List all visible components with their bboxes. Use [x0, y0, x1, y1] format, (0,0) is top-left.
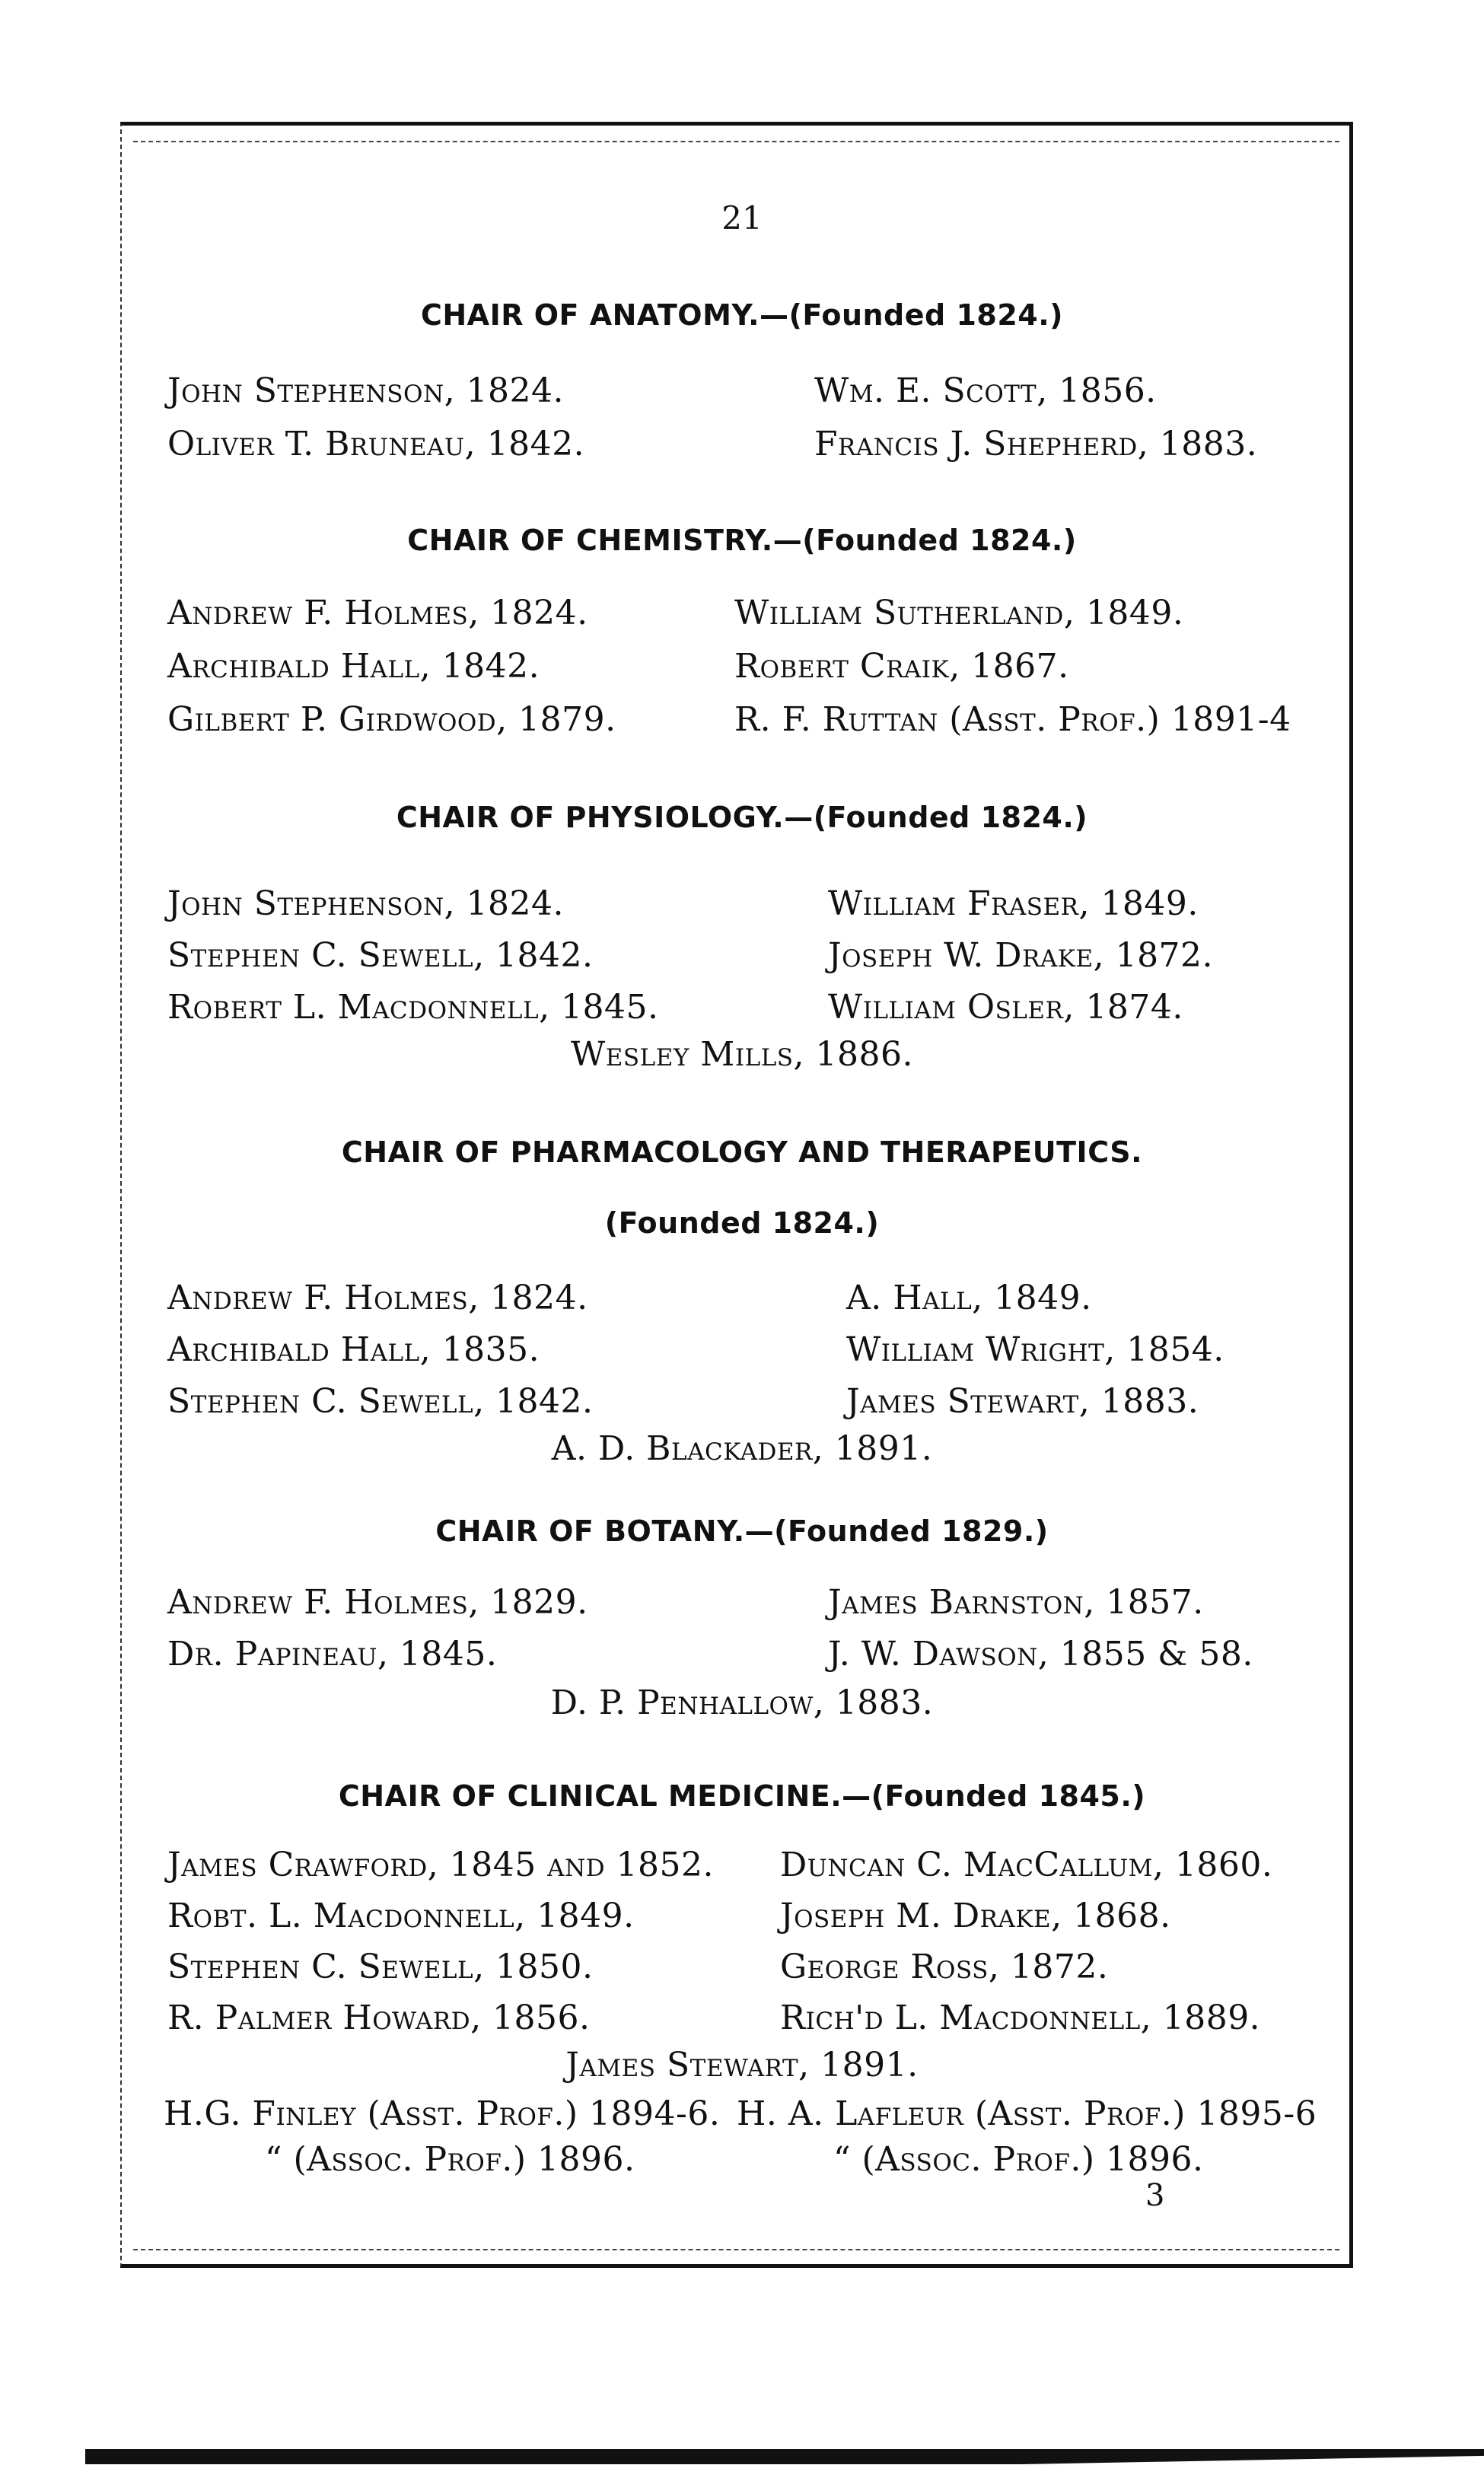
clinical-right-3: George Ross, 1872. — [780, 1948, 1109, 1986]
physiology-left-1: John Stephenson, 1824. — [167, 884, 565, 923]
clinical-left-3: Stephen C. Sewell, 1850. — [167, 1948, 594, 1986]
top-dashed-rule — [133, 141, 1339, 142]
pharmacology-right-2: William Wright, 1854. — [846, 1330, 1224, 1369]
clinical-right-1: Duncan C. MacCallum, 1860. — [780, 1846, 1273, 1884]
physiology-left-3: Robert L. Macdonnell, 1845. — [167, 988, 659, 1027]
botany-right-2: J. W. Dawson, 1855 & 58. — [828, 1635, 1253, 1674]
clinical-right-2: Joseph M. Drake, 1868. — [780, 1897, 1171, 1935]
pharmacology-center: A. D. Blackader, 1891. — [551, 1429, 933, 1468]
heading-botany: CHAIR OF BOTANY.—(Founded 1829.) — [435, 1514, 1049, 1548]
page-number: 21 — [721, 199, 763, 237]
chemistry-left-2: Archibald Hall, 1842. — [167, 647, 540, 686]
chemistry-left-1: Andrew F. Holmes, 1824. — [167, 594, 588, 632]
physiology-left-2: Stephen C. Sewell, 1842. — [167, 936, 594, 975]
clinical-left-1: James Crawford, 1845 and 1852. — [167, 1846, 714, 1884]
chemistry-right-1: William Sutherland, 1849. — [734, 594, 1184, 632]
clinical-extra-right-2: “ (Assoc. Prof.) 1896. — [833, 2140, 1204, 2179]
chemistry-right-2: Robert Craik, 1867. — [734, 647, 1069, 686]
anatomy-left-1: John Stephenson, 1824. — [167, 371, 565, 410]
bottom-dashed-rule — [133, 2249, 1339, 2250]
anatomy-left-2: Oliver T. Bruneau, 1842. — [167, 425, 585, 463]
botany-right-1: James Barnston, 1857. — [828, 1583, 1204, 1622]
pharmacology-right-1: A. Hall, 1849. — [846, 1279, 1092, 1317]
clinical-extra-left-1: H.G. Finley (Asst. Prof.) 1894-6. — [164, 2094, 721, 2133]
clinical-left-2: Robt. L. Macdonnell, 1849. — [167, 1897, 635, 1935]
anatomy-right-1: Wm. E. Scott, 1856. — [814, 371, 1157, 410]
clinical-right-4: Rich'd L. Macdonnell, 1889. — [780, 1998, 1261, 2037]
anatomy-right-2: Francis J. Shepherd, 1883. — [814, 425, 1258, 463]
clinical-extra-right-1: H. A. Lafleur (Asst. Prof.) 1895-6 — [737, 2094, 1317, 2133]
clinical-center: James Stewart, 1891. — [565, 2046, 919, 2084]
botany-left-2: Dr. Papineau, 1845. — [167, 1635, 498, 1674]
physiology-right-3: William Osler, 1874. — [828, 988, 1183, 1027]
signature-mark: 3 — [1145, 2178, 1165, 2213]
pharmacology-left-2: Archibald Hall, 1835. — [167, 1330, 540, 1369]
heading-clinical-medicine: CHAIR OF CLINICAL MEDICINE.—(Founded 1845.) — [338, 1779, 1146, 1813]
heading-pharmacology: CHAIR OF PHARMACOLOGY AND THERAPEUTICS. — [341, 1135, 1143, 1169]
bottom-edge-bar — [85, 2449, 1484, 2464]
pharmacology-left-1: Andrew F. Holmes, 1824. — [167, 1279, 588, 1317]
chemistry-left-3: Gilbert P. Girdwood, 1879. — [167, 700, 616, 739]
pharmacology-left-3: Stephen C. Sewell, 1842. — [167, 1382, 594, 1421]
heading-anatomy: CHAIR OF ANATOMY.—(Founded 1824.) — [420, 298, 1064, 332]
heading-chemistry: CHAIR OF CHEMISTRY.—(Founded 1824.) — [407, 524, 1077, 557]
heading-physiology: CHAIR OF PHYSIOLOGY.—(Founded 1824.) — [396, 801, 1088, 834]
physiology-right-2: Joseph W. Drake, 1872. — [828, 936, 1214, 975]
subheading-pharmacology: (Founded 1824.) — [604, 1206, 880, 1240]
physiology-right-1: William Fraser, 1849. — [828, 884, 1199, 923]
clinical-left-4: R. Palmer Howard, 1856. — [167, 1998, 591, 2037]
botany-center: D. P. Penhallow, 1883. — [550, 1683, 934, 1722]
physiology-center: Wesley Mills, 1886. — [571, 1035, 913, 1074]
botany-left-1: Andrew F. Holmes, 1829. — [167, 1583, 588, 1622]
pharmacology-right-3: James Stewart, 1883. — [846, 1382, 1199, 1421]
clinical-extra-left-2: “ (Assoc. Prof.) 1896. — [265, 2140, 635, 2179]
chemistry-right-3: R. F. Ruttan (Asst. Prof.) 1891-4 — [734, 700, 1291, 739]
